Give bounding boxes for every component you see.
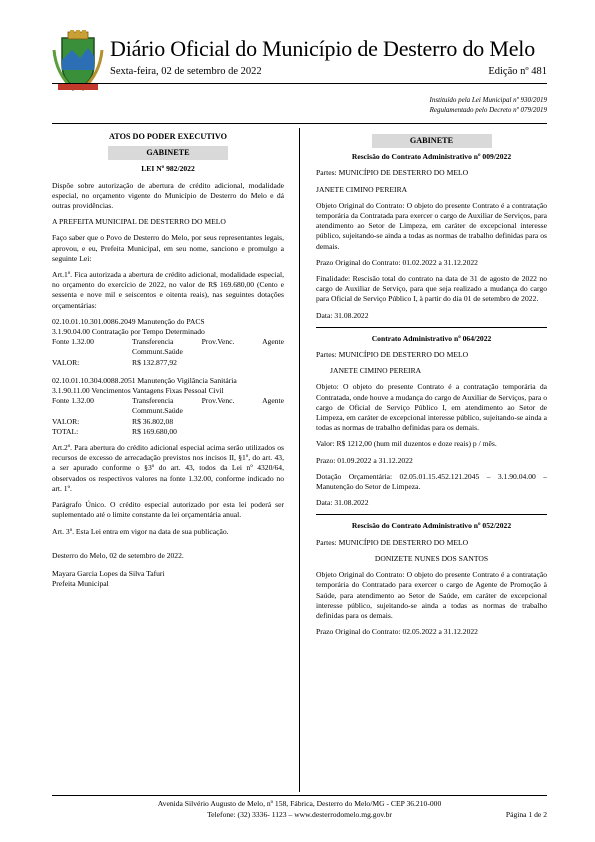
contrato-064-objeto: Objeto: O objeto do presente Contrato é a contratação temporária da Contratada, onde houve a mudança do cargo de Auxiliar de Serviços, para o cargo de Oficial de Serviço Público I, em atendimento ao Setor de Limpeza, em caráter de excepcional interesse público, sujeitando-se ainda a todas as normas de trabalho definidas para os demais. [316,382,547,433]
rescisao-009-title: Rescisão do Contrato Administrativo nº 009/2022 [351,152,512,162]
institution-note [430,95,547,115]
law-ementa: Dispõe sobre autorização de abertura de crédito adicional, modalidade especial, no orçamento vigente do Município de Desterro do Melo e dá outras providências. [52,180,284,211]
signer-name: Mayara Garcia Lopes da Silva Tafuri [52,568,165,578]
contrato-064-partes: Partes: MUNICÍPIO DE DESTERRO DO MELO [316,350,469,360]
contrato-064-data: Data: 31.08.2022 [316,498,369,508]
rescisao-052-partes: Partes: MUNICÍPIO DE DESTERRO DO MELO [316,537,469,547]
section-heading: ATOS DO PODER EXECUTIVO [108,132,228,141]
rescisao-009-data: Data: 31.08.2022 [316,310,369,320]
issue-date: Sexta-feira, 02 de setembro de 2022 [110,66,262,77]
rescisao-052-title: Rescisão do Contrato Administrativo nº 052/2022 [351,521,512,531]
contrato-064-name: JANETE CIMINO PEREIRA [330,366,422,376]
dotacao-1-fonte-text: Transferencia Prov.Venc. Agente Communt.Saúde [132,337,284,357]
rescisao-052-prazo: Prazo Original do Contrato: 02.05.2022 a 31.12.2022 [316,627,478,637]
dotacao-total: R$ 169.680,00 [132,426,177,436]
left-column [52,130,284,589]
footer-contact: Telefone: (32) 3336- 1123 – www.desterrodomelo.mg.gov.br [207,810,392,819]
rescisao-009-prazo: Prazo Original do Contrato: 01.02.2022 a 31.12.2022 [316,257,478,267]
article-1: Art.1º. Fica autorizada a abertura de crédito adicional, modalidade especial, no orçamento do exercício de 2022, no valor de R$ 169.680,00 (Cento e sessenta e nove mil e seiscentos e oitenta reais), nas seguintes dotações orçamentárias: [52,270,284,310]
prefeita-heading: A PREFEITA MUNICIPAL DE DESTERRO DO MELO [52,217,226,227]
dotacao-1-line1: 02.10.01.10.301.0086.2049 Manutenção do PACS [52,316,205,326]
column-divider [299,128,300,792]
signer-role: Prefeita Municipal [52,579,109,589]
content-divider [52,123,547,124]
article-3: Art. 3º. Esta Lei entra em vigor na data de sua publicação. [52,526,229,536]
dotacao-2 [52,376,284,437]
contrato-064-prazo: Prazo: 01.09.2022 a 31.12.2022 [316,455,413,465]
right-column [316,130,547,643]
dotacao-total-label: TOTAL: [52,426,79,436]
paragrafo-unico: Parágrafo Único. O crédito especial autorizado por esta lei poderá ser suplementado até o limite constante da lei orçamentária anual. [52,500,284,520]
footer-divider [52,795,547,796]
rescisao-009-finalidade: Finalidade: Rescisão total do contrato na data de 31 de agosto de 2022 no cargo de Auxiliar de Serviço, para que seja realizado a mudança do cargo para Oficial de Serviço Público I, à partir do dia 01 de setembro de 2022. [316,274,547,304]
place-date: Desterro do Melo, 02 de setembro de 2022. [52,550,184,560]
rescisao-052-objeto: Objeto Original do Contrato: O objeto do presente Contrato é a contratação temporária do Contratado para exercer o cargo de Agente de Promoção à Saúde, para atendimento ao Setor de Saúde, em caráter de excepcional interesse público, sujeitando-se ainda a todas as normas de trabalho definidas para os demais. [316,570,547,620]
page-number: Página 1 de 2 [505,810,547,819]
footer-address: Avenida Silvério Augusto de Melo, nº 158, Fábrica, Desterro do Melo/MG - CEP 36.210-000 [157,799,442,808]
dotacao-1-valor-label: VALOR: [52,357,80,367]
dotacao-2-fonte-text: Transferencia Prov.Venc. Agente Communt.Saúde [132,396,284,416]
gabinete-heading: GABINETE [108,146,228,160]
institution-decree: Regulamentado pelo Decreto nº 079/2019 [429,106,547,114]
dotacao-2-valor-label: VALOR: [52,416,80,426]
law-preamble: Faço saber que o Povo de Desterro do Melo, por seus representantes legais, aprovou, e eu, Prefeita Municipal, em seu nome, sanciono e promulgo a seguinte Lei: [52,233,284,263]
article-2: Art.2º. Para abertura do crédito adicional especial acima serão utilizados os recursos de excesso de arrecadação previstos nos incisos II, §1º, do art. 43, a ser apurado conforme o §3º do art. 43, todos da Lei nº 4320/64, observados os respectivos valores na fonte 1.32.00, conforme indicado no art. 1º. [52,443,284,493]
contrato-064-valor: Valor: R$ 1212,00 (hum mil duzentos e doze reais) p / mês. [316,439,497,449]
edition-number: Edição nº 481 [488,66,547,77]
rescisao-009-partes: Partes: MUNICÍPIO DE DESTERRO DO MELO [316,168,469,178]
dotacao-1-line2: 3.1.90.04.00 Contratação por Tempo Determinado [52,327,205,337]
rescisao-009-name: JANETE CIMINO PEREIRA [316,184,408,194]
rescisao-052-name: DONIZETE NUNES DOS SANTOS [374,553,489,563]
page-title: Diário Oficial do Município de Desterro do Melo [110,36,535,61]
header-divider [52,83,547,84]
dotacao-2-fonte-label: Fonte 1.32.00 [52,396,94,406]
dotacao-2-valor: R$ 36.802,08 [132,416,174,426]
separator [316,327,547,328]
footer [52,798,547,820]
rescisao-009-objeto: Objeto Original do Contrato: O objeto do presente Contrato é a contratação temporária da Contratada para exercer o cargo de Auxiliar de Serviços, para atendimento ao Setor de Limpeza, em caráter de excepcional interesse público, sujeitando-se ainda a todas as normas de trabalho definidas para os demais. [316,200,547,251]
dotacao-2-line1: 02.10.01.10.304.0088.2051 Manutenção Vigilância Sanitária [52,375,237,385]
separator [316,514,547,515]
gabinete-heading-right: GABINETE [372,134,492,148]
contrato-064-title: Contrato Administrativo nº 064/2022 [371,333,492,343]
contrato-064-dotacao: Dotação Orçamentária: 02.05.01.15.452.121.2045 – 3.1.90.04.00 – Manutenção do Setor de Limpeza. [316,471,547,492]
dotacao-1 [52,317,284,368]
dotacao-2-line2: 3.1.90.11.00 Vencimentos Vantagens Fixas Pessoal Civil [52,386,224,396]
institution-law: Instituído pela Lei Municipal nº 930/2019 [429,96,547,104]
dotacao-1-fonte-label: Fonte 1.32.00 [52,337,94,347]
law-title: LEI Nº 982/2022 [141,164,195,174]
dotacao-1-valor: R$ 132.877,92 [132,357,177,367]
